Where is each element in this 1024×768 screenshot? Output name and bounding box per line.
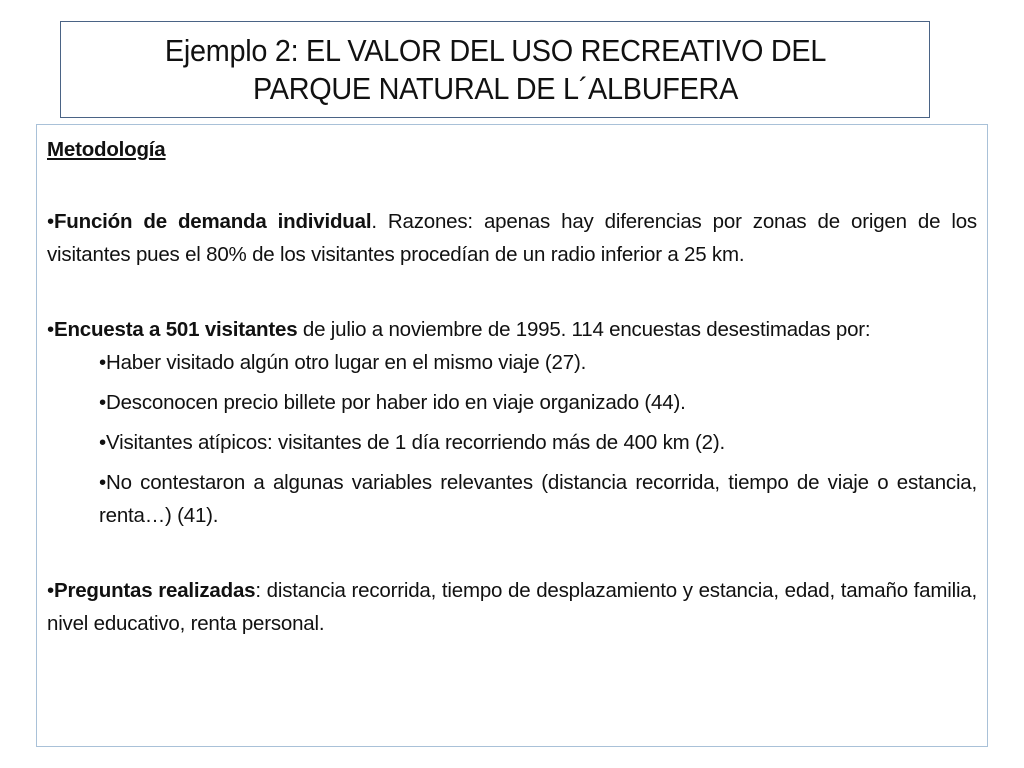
sub-bullet-item: [47, 346, 977, 379]
bullet-glyph: •: [99, 431, 106, 454]
section-heading: Metodología: [47, 138, 166, 161]
sub-bullet-item: [47, 426, 977, 459]
slide-title: [164, 32, 825, 108]
item-text: . Razones: apenas hay diferencias por zonas de origen de los visitantes pues el 80% de los visitantes procedían de un radio inferior a 25 km.: [47, 210, 977, 266]
sub-bullet-text: No contestaron a algunas variables relevantes (distancia recorrida, tiempo de viaje o estancia, renta…) (41).: [99, 471, 977, 527]
sub-bullet-text: Visitantes atípicos: visitantes de 1 día recorriendo más de 400 km (2).: [105, 431, 725, 454]
bullet-glyph: •: [99, 351, 106, 374]
title-line-2: PARQUE NATURAL DE L´ALBUFERA: [252, 70, 738, 106]
bullet-item-survey: [47, 313, 977, 346]
spacer: [47, 532, 977, 574]
item-bold-label: Encuesta a 501 visitantes: [53, 318, 298, 341]
bullet-glyph: •: [47, 318, 54, 341]
sub-bullet-text: Haber visitado algún otro lugar en el mismo viaje (27).: [105, 351, 587, 374]
sub-bullet-item: [47, 466, 977, 532]
bullet-glyph: •: [47, 579, 54, 602]
bullet-item-demand-function: [47, 205, 977, 271]
spacer: [47, 166, 977, 205]
content-box: [36, 124, 988, 747]
bullet-glyph: •: [99, 471, 106, 494]
title-box: [60, 21, 930, 118]
title-line-1: Ejemplo 2: EL VALOR DEL USO RECREATIVO DEL: [164, 32, 826, 68]
item-text: de julio a noviembre de 1995. 114 encuestas desestimadas por:: [297, 318, 871, 341]
spacer: [47, 271, 977, 313]
item-text: : distancia recorrida, tiempo de desplazamiento y estancia, edad, tamaño familia, nivel educativo, renta personal.: [47, 579, 978, 635]
sub-bullet-text: Desconocen precio billete por haber ido en viaje organizado (44).: [105, 391, 686, 414]
bullet-glyph: •: [99, 391, 106, 414]
bullet-glyph: •: [47, 210, 54, 233]
sub-bullet-item: [47, 386, 977, 419]
item-bold-label: Función de demanda individual: [53, 210, 372, 233]
item-bold-label: Preguntas realizadas: [53, 579, 256, 602]
bullet-item-questions: [47, 574, 977, 640]
